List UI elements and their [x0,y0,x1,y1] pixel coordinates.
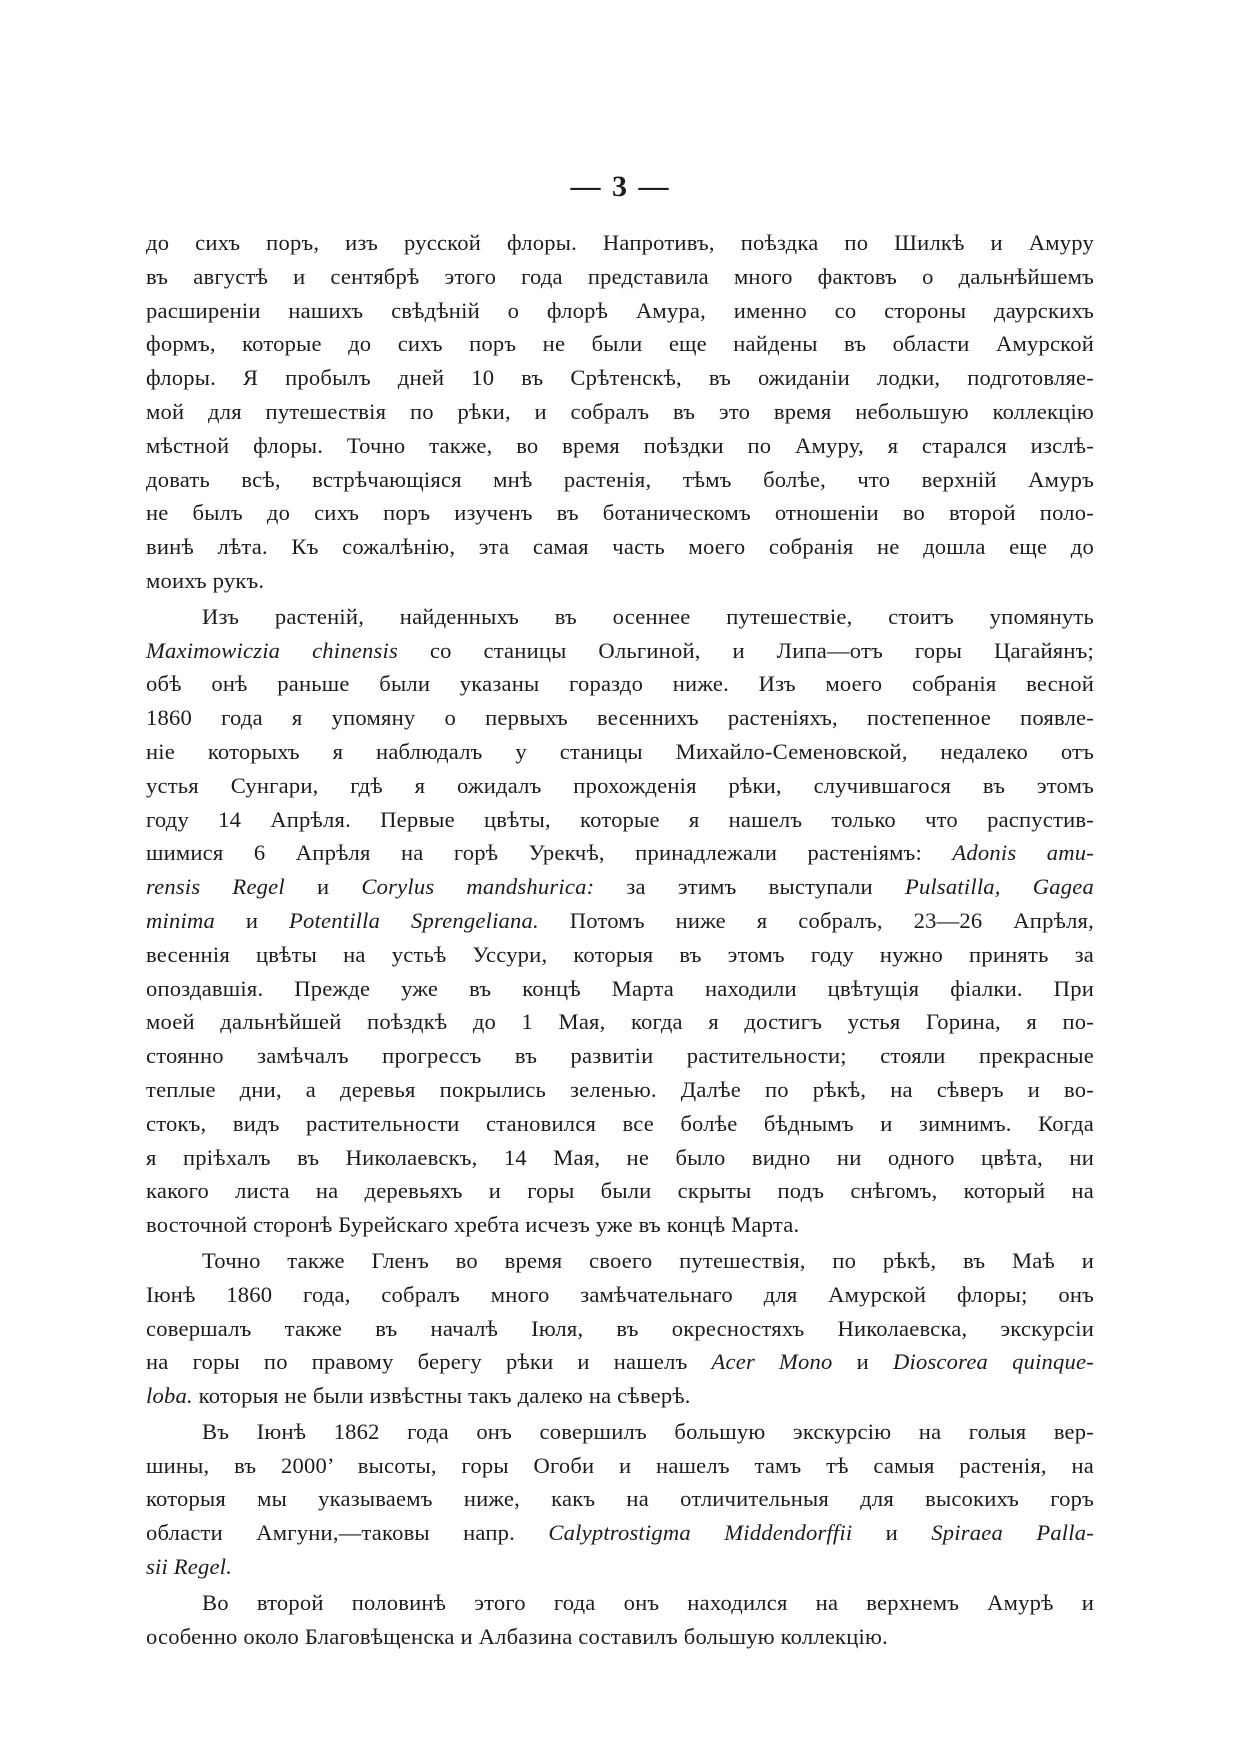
text-line [146,1039,1094,1073]
text-line [146,600,1094,634]
text-span: не былъ до сихъ поръ изученъ въ ботаническомъ отношеніи во второй поло- [146,500,1094,526]
text-span: до сихъ поръ, изъ русской флоры. Напротивъ, поѣздка по Шилкѣ и Амуру [146,230,1094,255]
text-line [146,1107,1094,1141]
italic-term: Maximowiczia chinensis [146,637,398,663]
italic-term: Potentilla Sprengeliana. [289,907,539,933]
text-line [146,1550,1094,1584]
text-line [146,429,1094,463]
text-line [146,294,1094,328]
text-span: обѣ онѣ раньше были указаны гораздо ниже. Изъ моего собранія весной [146,671,1094,697]
text-line [146,1312,1094,1346]
text-line [146,634,1094,668]
text-span: за этимъ выступали [594,874,905,900]
italic-term: Calyptrostigma Middendorffii [548,1520,853,1546]
text-line [146,395,1094,429]
text-span: весеннія цвѣты на устьѣ Уссури, которыя въ этомъ году нужно принять за [146,941,1094,967]
text-line [146,1482,1094,1516]
text-line [146,1449,1094,1483]
text-span: которыя мы указываемъ ниже, какъ на отличительныя для высокихъ горъ [146,1486,1094,1512]
text-line [146,701,1094,735]
italic-term: Adonis amu- [952,840,1095,866]
text-line [146,667,1094,701]
text-span: шимися 6 Апрѣля на горѣ Урекчѣ, принадлежали растеніямъ: [146,840,953,866]
text-span: Потомъ ниже я собралъ, 23—26 Апрѣля, [538,907,1094,933]
text-line [146,1586,1094,1620]
text-span: Въ Іюнѣ 1862 года онъ совершилъ большую экскурсію на голыя вер- [202,1418,1094,1444]
text-span: формъ, которые до сихъ поръ не были еще найдены въ области Амурской [146,331,1094,357]
text-line [146,1005,1094,1039]
text-span: какого листа на деревьяхъ и горы были скрыты подъ снѣгомъ, который на [146,1178,1094,1204]
text-span: ніе которыхъ я наблюдалъ у станицы Михайло-Семеновской, недалеко отъ [146,738,1094,764]
text-span: году 14 Апрѣля. Первые цвѣты, которые я нашелъ только что распустив- [146,806,1094,832]
text-line [146,1174,1094,1208]
text-span: шины, въ 2000’ высоты, горы Огоби и нашелъ тамъ тѣ самыя растенія, на [146,1452,1094,1478]
text-line [146,226,1094,260]
text-line [146,904,1094,938]
text-line [146,1415,1094,1449]
text-line [146,327,1094,361]
text-span: теплые дни, а деревья покрылись зеленью. Далѣе по рѣкѣ, на сѣверъ и во- [146,1076,1094,1102]
text-span: стокъ, видъ растительности становился все болѣе бѣднымъ и зимнимъ. Когда [146,1110,1094,1136]
text-span: восточной сторонѣ Бурейскаго хребта исчезъ уже въ концѣ Марта. [146,1212,800,1238]
italic-term: Spiraea Palla- [931,1520,1094,1546]
italic-term: Corylus mandshurica: [361,874,595,900]
italic-term: loba. [146,1383,193,1409]
body-text [146,226,1094,1653]
text-span: области Амгуни,—таковы напр. [146,1520,549,1546]
italic-term: Acer Mono [711,1349,833,1375]
text-line [146,1244,1094,1278]
text-line [146,463,1094,497]
text-line [146,735,1094,769]
page-number: — 3 — [570,170,671,203]
text-span: особенно около Благовѣщенска и Албазина составилъ большую коллекцію. [146,1623,888,1649]
text-line [146,361,1094,395]
text-span: стоянно замѣчалъ прогрессъ въ развитіи растительности; стояли прекрасные [146,1043,1094,1069]
paragraph [146,1586,1094,1654]
text-span: опоздавшія. Прежде уже въ концѣ Марта находили цвѣтущія фіалки. При [146,975,1094,1001]
text-line [146,870,1094,904]
paragraph [146,226,1094,598]
text-span: моихъ рукъ. [146,567,265,593]
text-span: я пріѣхалъ въ Николаевскъ, 14 Мая, не было видно ни одного цвѣта, ни [146,1144,1094,1170]
text-line [146,836,1094,870]
text-line [146,1379,1094,1413]
text-span: и [214,907,290,933]
text-span: моей дальнѣйшей поѣздкѣ до 1 Мая, когда я достигъ устья Горина, я по- [146,1009,1094,1035]
text-line [146,530,1094,564]
text-line [146,938,1094,972]
text-line [146,496,1094,530]
text-line [146,803,1094,837]
text-span: Точно также Гленъ во время своего путешествія, по рѣкѣ, въ Маѣ и [202,1247,1094,1273]
text-line [146,260,1094,294]
italic-term: sii Regel. [146,1554,233,1580]
text-line [146,769,1094,803]
text-span: довать всѣ, встрѣчающіяся мнѣ растенія, тѣмъ болѣе, что верхній Амуръ [146,466,1094,492]
italic-term: minima [146,907,215,933]
text-span: и [832,1349,893,1375]
text-span: мой для путешествія по рѣки, и собралъ въ это время небольшую коллекцію [146,398,1094,424]
text-line [146,1620,1094,1654]
text-line [146,1073,1094,1107]
paragraph [146,1244,1094,1413]
text-line [146,1345,1094,1379]
text-span: устья Сунгари, гдѣ я ожидалъ прохожденія рѣки, случившагося въ этомъ [146,772,1094,798]
text-span: винѣ лѣта. Къ сожалѣнію, эта самая часть моего собранія не дошла еще до [146,534,1094,560]
italic-term: Dioscorea quinque- [892,1349,1095,1375]
text-span: Изъ растеній, найденныхъ въ осеннее путешествіе, стоитъ упомянуть [202,603,1094,629]
text-span: Во второй половинѣ этого года онъ находился на верхнемъ Амурѣ и [202,1589,1094,1615]
text-line [146,972,1094,1006]
text-span: мѣстной флоры. Точно также, во время поѣздки по Амуру, я старался изслѣ- [146,432,1094,458]
text-span: 1860 года я упомяну о первыхъ весеннихъ растеніяхъ, постепенное появле- [146,705,1094,731]
text-span: на горы по правому берегу рѣки и нашелъ [146,1349,712,1375]
text-line [146,1208,1094,1242]
text-span: Іюнѣ 1860 года, собралъ много замѣчательнаго для Амурской флоры; онъ [146,1281,1094,1307]
paragraph [146,600,1094,1242]
text-span: въ августѣ и сентябрѣ этого года представила много фактовъ о дальнѣйшемъ [146,263,1094,289]
text-line [146,1516,1094,1550]
text-span: расширеніи нашихъ свѣдѣній о флорѣ Амура, именно со стороны даурскихъ [146,297,1094,323]
text-line [146,1141,1094,1175]
text-line [146,564,1094,598]
text-span: и [284,874,362,900]
paragraph [146,1415,1094,1584]
text-span: которыя не были извѣстны такъ далеко на сѣверѣ. [192,1383,691,1409]
text-line [146,1278,1094,1312]
text-span: со станицы Ольгиной, и Липа—отъ горы Цагайянъ; [397,637,1095,663]
text-span: флоры. Я пробылъ дней 10 въ Срѣтенскѣ, въ ожиданіи лодки, подготовляе- [146,365,1094,391]
text-span: и [852,1520,932,1546]
text-span: совершалъ также въ началѣ Іюля, въ окресностяхъ Николаевска, экскурсіи [146,1315,1094,1341]
italic-term: Pulsatilla, Gagea [904,874,1094,900]
italic-term: rensis Regel [146,874,285,900]
